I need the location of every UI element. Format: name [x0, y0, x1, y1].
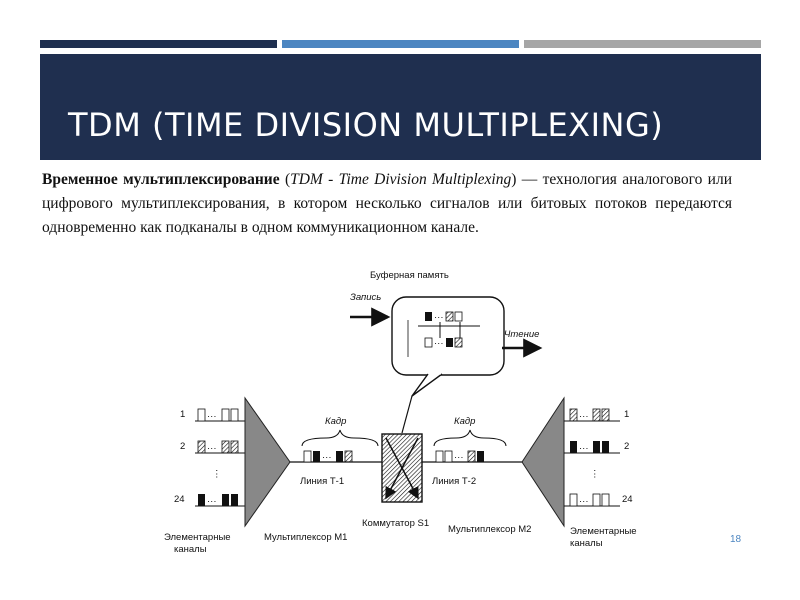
left-channel-1 [180, 409, 250, 422]
right-channel-number-1: 1 [624, 409, 630, 420]
right-channel-1 [564, 409, 629, 422]
right-channel-number-24: 24 [622, 494, 633, 505]
right-channel-number-2: 2 [624, 441, 630, 452]
title-band [40, 54, 761, 160]
frame-label-right: Кадр [454, 416, 476, 427]
svg-text:···: ··· [207, 443, 217, 454]
description-paragraph [42, 168, 732, 240]
svg-text:···: ··· [579, 411, 589, 422]
buffer-memory-label: Буферная память [370, 270, 449, 281]
svg-text:···: ··· [207, 496, 217, 507]
top-bar-navy [40, 40, 277, 48]
multiplexer-m1-shape [245, 398, 290, 526]
left-channels-label-line1: Элементарные [164, 532, 231, 543]
svg-text:···: ··· [434, 338, 444, 349]
left-channel-number-1: 1 [180, 409, 186, 420]
right-channels-label-line1: Элементарные [570, 526, 637, 537]
left-channel-24 [174, 494, 250, 507]
read-label: Чтение [504, 329, 540, 340]
line-t1-label: Линия Т-1 [300, 476, 345, 487]
left-channel-2 [180, 441, 250, 454]
svg-text:···: ··· [322, 452, 332, 463]
switch-s1 [382, 396, 422, 502]
frame-slots-left [304, 451, 352, 463]
svg-text:···: ··· [434, 312, 444, 323]
right-channels-label-line2: каналы [570, 538, 603, 549]
switch-label: Коммутатор S1 [362, 518, 430, 529]
svg-text:···: ··· [579, 496, 589, 507]
multiplexer-m2-shape [522, 398, 564, 526]
tdm-diagram [150, 262, 670, 562]
multiplexer-m1-label: Мультиплексор M1 [264, 532, 348, 543]
left-channels-label-line2: каналы [174, 544, 207, 555]
description-rest: ) — технология аналогового или цифрового мультиплексирования, в котором несколько сигналов или битовых потоков передаются одновременно как подканалы в одном коммуникационном канале. [42, 171, 732, 236]
right-channel-ellipsis: ⋮ [590, 469, 600, 480]
right-channel-2 [564, 441, 629, 454]
frame-label-left: Кадр [325, 416, 347, 427]
svg-text:···: ··· [579, 443, 589, 454]
top-bar-blue [282, 40, 519, 48]
description-term: Временное мультиплексирование [42, 171, 280, 188]
write-label: Запись [350, 292, 382, 303]
right-channel-24 [564, 494, 633, 507]
top-bar-gray [524, 40, 761, 48]
left-channel-number-24: 24 [174, 494, 185, 505]
description-open-paren: ( [279, 171, 291, 188]
frame-slots-right [436, 451, 484, 463]
left-channel-ellipsis: ⋮ [212, 469, 222, 480]
buffer-memory-bubble [370, 270, 504, 396]
multiplexer-m2-label: Мультиплексор M2 [448, 524, 532, 535]
page-number: 18 [730, 534, 742, 545]
frame-brace-left [302, 430, 378, 446]
description-abbrev: TDM - Time Division Multiplexing [290, 171, 512, 188]
svg-text:···: ··· [454, 452, 464, 463]
left-channel-number-2: 2 [180, 441, 186, 452]
line-t2-label: Линия Т-2 [432, 476, 477, 487]
frame-brace-right [434, 430, 506, 446]
slide-title: TDM (TIME DIVISION MULTIPLEXING) [68, 106, 664, 144]
svg-text:···: ··· [207, 411, 217, 422]
